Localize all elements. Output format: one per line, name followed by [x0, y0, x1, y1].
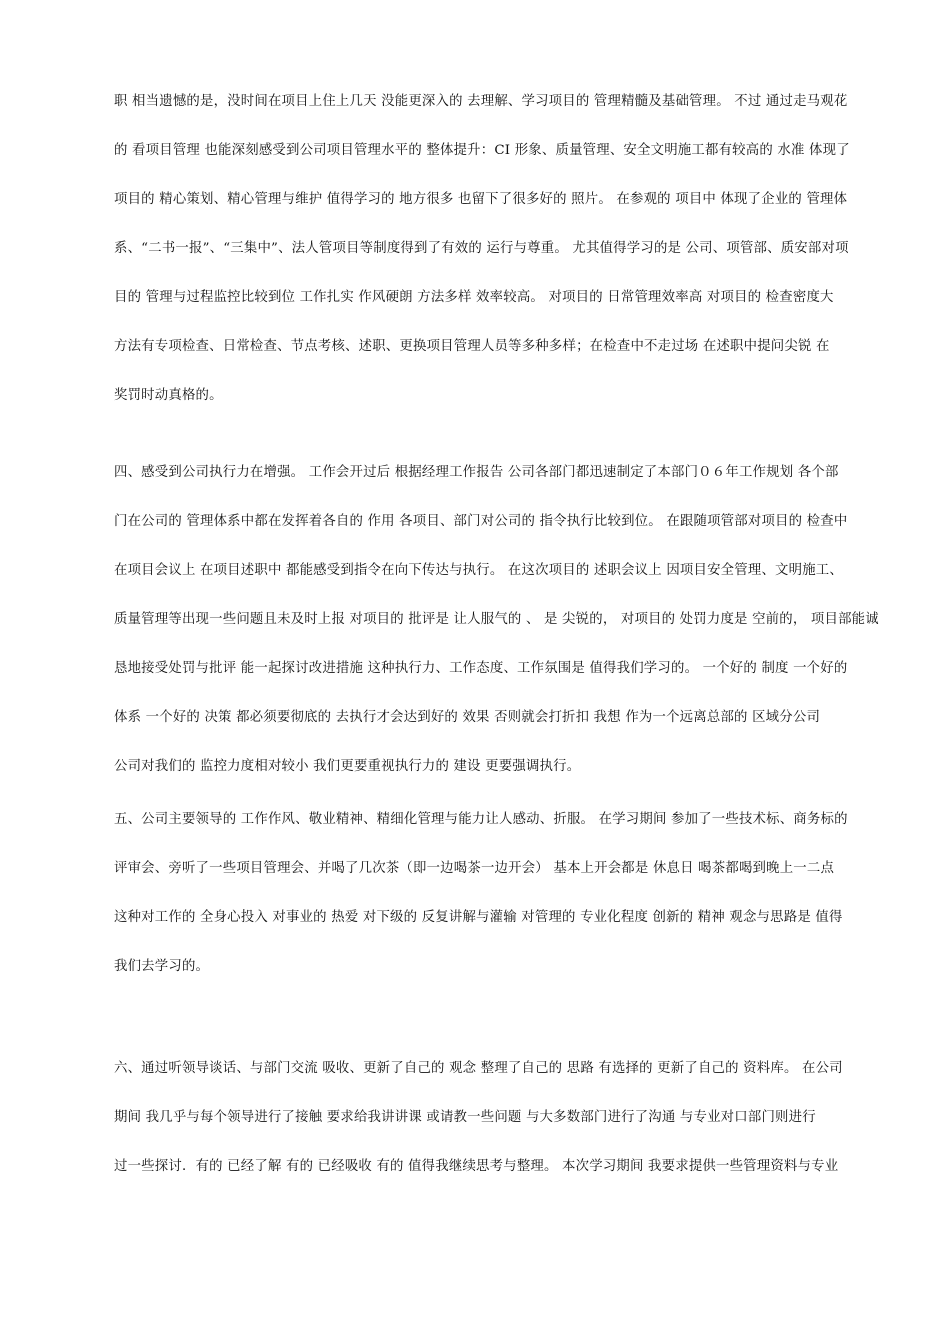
text-line: 这种对工作的 全身心投入 对事业的 热爱 对下级的 反复讲解与灌输 对管理的 专业化程度 创新的 精神 观念与思路是 值得	[114, 910, 843, 925]
paragraph-execution	[114, 448, 884, 791]
text-line: 我们去学习的。	[114, 959, 210, 974]
text-line: 项目的 精心策划、精心管理与维护 值得学习的 地方很多 也留下了很多好的 照片。 在参观的 项目中 体现了企业的 管理体	[114, 192, 848, 207]
paragraph-project-management	[114, 77, 884, 420]
text-line: 恳地接受处罚与批评 能一起探讨改进措施 这种执行力、工作态度、工作氛围是 值得我们学习的。 一个好的 制度 一个好的	[114, 661, 848, 676]
text-line: 在项目会议上 在项目述职中 都能感受到指令在向下传达与执行。 在这次项目的 述职会议上 因项目安全管理、文明施工、	[114, 563, 843, 578]
text-line: 公司对我们的 监控力度相对较小 我们更要重视执行力的 建设 更要强调执行。	[114, 759, 581, 774]
text-line: 目的 管理与过程监控比较到位 工作扎实 作风硬朗 方法多样 效率较高。 对项目的 日常管理效率高 对项目的 检查密度大	[114, 290, 834, 305]
text-line: 的 看项目管理 也能深刻感受到公司项目管理水平的 整体提升：CI 形象、质量管理、安全文明施工都有较高的 水准 体现了	[114, 143, 850, 158]
text-line: 期间 我几乎与每个领导进行了接触 要求给我讲讲课 或请教一些问题 与大多数部门进行了沟通 与专业对口部门则进行	[114, 1110, 816, 1125]
text-line: 六、通过听领导谈话、与部门交流 吸收、更新了自己的 观念 整理了自己的 思路 有选择的 更新了自己的 资料库。 在公司	[114, 1061, 843, 1076]
text-line: 质量管理等出现一些问题且未及时上报 对项目的 批评是 让人服气的 、 是 尖锐的， 对项目的 处罚力度是 空前的， 项目部能诚	[114, 612, 879, 627]
text-line: 过一些探讨．有的 已经了解 有的 已经吸收 有的 值得我继续思考与整理。 本次学习期间 我要求提供一些管理资料与专业	[114, 1159, 839, 1174]
text-line: 职 相当遗憾的是，没时间在项目上住上几天 没能更深入的 去理解、学习项目的 管理精髓及基础管理。 不过 通过走马观花	[114, 94, 848, 109]
paragraph-communication	[114, 1044, 884, 1191]
text-line: 评审会、旁听了一些项目管理会、并喝了几次茶（即一边喝茶一边开会） 基本上开会都是 休息日 喝茶都喝到晚上一二点	[114, 861, 835, 876]
text-line: 奖罚时动真格的。	[114, 388, 223, 403]
paragraph-leadership	[114, 795, 884, 991]
text-line: 系、“二书一报”、“三集中”、法人管项目等制度得到了有效的 运行与尊重。 尤其值得学习的是 公司、项管部、质安部对项	[114, 241, 849, 256]
text-line: 五、公司主要领导的 工作作风、敬业精神、精细化管理与能力让人感动、折服。 在学习期间 参加了一些技术标、商务标的	[114, 812, 848, 827]
text-line: 四、感受到公司执行力在增强。 工作会开过后 根据经理工作报告 公司各部门都迅速制定了本部门０６年工作规划 各个部	[114, 465, 839, 480]
text-line: 方法有专项检查、日常检查、节点考核、述职、更换项目管理人员等多种多样；在检查中不走过场 在述职中提问尖锐 在	[114, 339, 830, 354]
text-line: 门在公司的 管理体系中都在发挥着各自的 作用 各项目、部门对公司的 指令执行比较到位。 在跟随项管部对项目的 检查中	[114, 514, 848, 529]
text-line: 体系 一个好的 决策 都必须要彻底的 去执行才会达到好的 效果 否则就会打折扣 我想 作为一个远离总部的 区域分公司	[114, 710, 821, 725]
